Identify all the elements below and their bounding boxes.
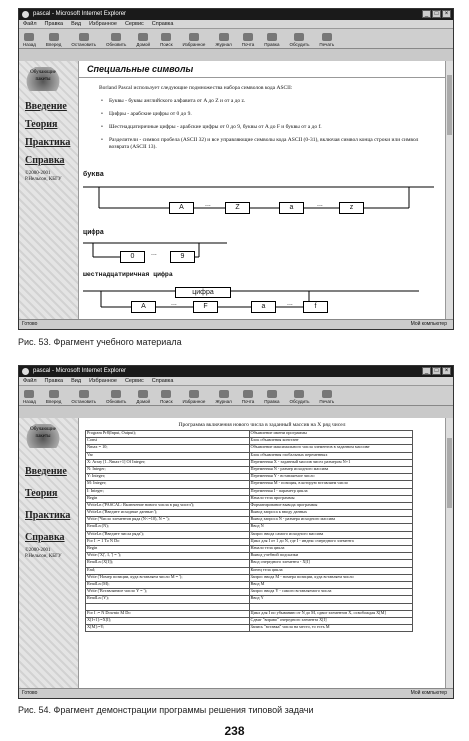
sidebar-link-theory[interactable]: Теория	[25, 119, 58, 130]
table-row	[86, 596, 413, 603]
menu-help[interactable]: Справка	[151, 378, 174, 384]
code-cell: ReadLn (M);	[86, 581, 250, 588]
mail-label: Почта	[241, 42, 255, 47]
home-icon	[138, 390, 148, 398]
menu-bar	[19, 20, 453, 29]
forward-button[interactable]	[46, 33, 61, 47]
discuss-label: Обсудить	[289, 399, 310, 404]
table-row	[86, 617, 413, 624]
scrollbar-thumb[interactable]	[447, 75, 452, 135]
back-button[interactable]	[23, 33, 36, 47]
code-cell: Write ('Номер позиции, куда вставляем число M = ');	[86, 574, 250, 581]
sidebar-author: Р.Нельсон, КБГУ	[25, 554, 62, 559]
box-9: 9	[170, 251, 195, 263]
edit-icon	[267, 33, 277, 41]
intro-text: Borland Pascal использует следующие подмножества набора символов кода ASCII:	[99, 85, 293, 91]
table-row	[86, 574, 413, 581]
stop-button[interactable]	[71, 33, 96, 47]
history-button[interactable]	[215, 33, 231, 47]
discuss-label: Обсудить	[289, 42, 310, 47]
comment-cell: Запрос ввода самого исходного массива	[249, 531, 413, 538]
close-button[interactable]: ×	[442, 10, 451, 18]
window-title-bar	[19, 366, 453, 377]
window-title-bar	[19, 9, 453, 20]
box-A-upper: A	[169, 202, 194, 214]
vertical-scrollbar[interactable]	[445, 61, 453, 319]
menu-file[interactable]: Файл	[23, 21, 37, 27]
window-title: pascal - Microsoft Internet Explorer	[33, 11, 127, 17]
code-cell: Const	[86, 438, 250, 445]
menu-view[interactable]: Вид	[71, 378, 82, 384]
sidebar-link-theory[interactable]: Теория	[25, 488, 58, 499]
sidebar-copyright: ©2000-2001	[25, 171, 51, 176]
comment-cell: Ввод M	[249, 581, 413, 588]
sidebar	[19, 418, 79, 688]
home-label: Домой	[136, 399, 151, 404]
sidebar-link-intro[interactable]: Введение	[25, 101, 67, 112]
refresh-label: Обновить	[105, 399, 127, 404]
table-row	[86, 431, 413, 438]
page-heading: Специальные символы	[79, 61, 445, 78]
menu-help[interactable]: Справка	[151, 21, 174, 27]
sidebar	[19, 61, 79, 319]
table-row	[86, 625, 413, 632]
back-button[interactable]	[23, 390, 36, 404]
maximize-button[interactable]: □	[432, 10, 441, 18]
search-icon	[161, 390, 171, 398]
box-digit-ref: цифра	[175, 287, 231, 298]
program-table	[85, 430, 413, 632]
box-z-lower: z	[339, 202, 364, 214]
edit-icon	[267, 390, 277, 398]
comment-cell: Запрос ввода M - номера позиции, куда вставляем число	[249, 574, 413, 581]
code-cell: ReadLn (N);	[86, 524, 250, 531]
stop-label: Остановить	[71, 42, 96, 47]
ellipsis: ...	[287, 300, 293, 307]
code-cell: Begin	[86, 546, 250, 553]
close-button[interactable]: ×	[442, 367, 451, 375]
bullet-letters: • Буквы - буквы английского алфавита от A до Z и от a до z.	[79, 95, 445, 108]
program-title: Программа включения нового числа в заданный массив на X ряд чисел	[178, 422, 346, 428]
bullet-separators: • Разделители - символ пробела (ASCII 32) и все управляющие символы кода ASCII (0-31), включая символ конца строки или символ возврата (ASCII 13).	[79, 134, 445, 154]
discuss-button[interactable]	[289, 33, 309, 47]
back-icon	[24, 33, 34, 41]
back-icon	[24, 390, 34, 398]
page-number: 238	[224, 724, 245, 738]
code-cell: End;	[86, 567, 250, 574]
favorites-label: Избранное	[182, 42, 206, 47]
search-label: Поиск	[160, 42, 173, 47]
home-button[interactable]	[136, 390, 150, 404]
table-row	[86, 610, 413, 617]
status-text: Готово	[22, 690, 38, 696]
sidebar-logo: Обучающие пакеты	[25, 424, 61, 448]
search-icon	[161, 33, 171, 41]
status-zone: Мой компьютер	[410, 321, 447, 327]
print-button[interactable]	[319, 33, 334, 47]
comment-cell: Переменная M - позиция, в которую вставляем число	[249, 481, 413, 488]
menu-file[interactable]: Файл	[23, 378, 37, 384]
comment-cell: Объявление имени программы	[249, 431, 413, 438]
forward-icon	[49, 390, 59, 398]
sidebar-link-practice[interactable]: Практика	[25, 510, 71, 521]
code-cell: Write ('Число элементов ряда (N<=10), N = ');	[86, 517, 250, 524]
favorites-label: Избранное	[182, 399, 206, 404]
comment-cell: Переменная N - размер исходного массива	[249, 466, 413, 473]
toolbar	[19, 386, 453, 406]
table-row	[86, 553, 413, 560]
search-label: Поиск	[160, 399, 173, 404]
code-cell: N: Integer;	[86, 466, 250, 473]
mail-button[interactable]	[242, 33, 255, 47]
menu-view[interactable]: Вид	[71, 21, 82, 27]
print-icon	[322, 390, 332, 398]
stop-icon	[79, 390, 89, 398]
home-label: Домой	[136, 42, 151, 47]
box-hex-A: A	[131, 301, 156, 313]
forward-label: Вперед	[45, 399, 62, 404]
box-a-lower: a	[279, 202, 304, 214]
ellipsis: ...	[171, 300, 177, 307]
code-cell: M: Integer;	[86, 481, 250, 488]
code-cell: For I := N Downto M Do	[86, 610, 250, 617]
sidebar-logo: Обучающие пакеты	[25, 67, 61, 91]
refresh-icon	[111, 390, 121, 398]
search-button[interactable]	[160, 33, 172, 47]
code-cell: X[I+1]:=X[I];	[86, 617, 250, 624]
code-cell: WriteLn ('Введите исходные данные:');	[86, 510, 250, 517]
mail-label: Почта	[241, 399, 255, 404]
stop-button[interactable]	[71, 390, 96, 404]
history-icon	[219, 390, 229, 398]
table-row	[86, 445, 413, 452]
ellipsis: ...	[317, 201, 323, 208]
menu-edit[interactable]: Правка	[44, 21, 64, 27]
discuss-icon	[294, 390, 304, 398]
browser-screenshot-1	[18, 8, 454, 330]
table-row	[86, 538, 413, 545]
browser-screenshot-2	[18, 365, 454, 699]
comment-cell: Сдвиг "вправо" очередного элемента X[I]	[249, 617, 413, 624]
comment-cell: Блок объявления глобальных переменных	[249, 452, 413, 459]
table-row	[86, 589, 413, 596]
print-label: Печать	[319, 42, 335, 47]
favorites-button[interactable]	[183, 390, 206, 404]
edit-button[interactable]	[264, 33, 279, 47]
status-zone: Мой компьютер	[410, 690, 447, 696]
edit-button[interactable]	[264, 390, 279, 404]
status-bar	[19, 688, 453, 698]
history-icon	[219, 33, 229, 41]
mail-icon	[243, 33, 253, 41]
comment-cell: Форматирование вывода программы	[249, 502, 413, 509]
sidebar-link-practice[interactable]: Практика	[25, 137, 71, 148]
ellipsis: ...	[205, 201, 211, 208]
sidebar-copyright: ©2000-2001	[25, 548, 51, 553]
code-cell: Y: Integer;	[86, 474, 250, 481]
discuss-button[interactable]	[289, 390, 309, 404]
home-icon	[138, 33, 148, 41]
forward-button[interactable]	[46, 390, 61, 404]
syntax-diagram-lines	[79, 61, 445, 319]
table-row	[86, 560, 413, 567]
code-cell: X: Array [1..Nmax+1] Of Integer;	[86, 459, 250, 466]
comment-cell: Начало тела цикла	[249, 546, 413, 553]
comment-cell: Цикл для I от 1 до N, где I - индекс очередного элемента	[249, 538, 413, 545]
stop-label: Остановить	[71, 399, 96, 404]
code-cell: Write ('Вставляемое число Y = ');	[86, 589, 250, 596]
code-cell: Var	[86, 452, 250, 459]
minimize-button[interactable]: _	[422, 367, 431, 375]
favorites-icon	[189, 33, 199, 41]
code-cell: WriteLn ('Введите числа ряда');	[86, 531, 250, 538]
table-row	[86, 488, 413, 495]
ie-icon	[22, 368, 29, 375]
sidebar-link-help[interactable]: Справка	[25, 155, 65, 166]
menu-tools[interactable]: Сервис	[124, 21, 144, 27]
comment-cell: Объявление максимального числа элементов в заданном массиве	[249, 445, 413, 452]
comment-cell: Запись "вставка" числа на место, то есть M	[249, 625, 413, 632]
table-row	[86, 474, 413, 481]
edit-label: Правка	[264, 399, 280, 404]
code-cell: ReadLn (X[I]);	[86, 560, 250, 567]
window-title: pascal - Microsoft Internet Explorer	[33, 368, 127, 374]
menu-tools[interactable]: Сервис	[124, 378, 144, 384]
comment-cell: Переменная X - заданный массив чисел размером N+1	[249, 459, 413, 466]
sidebar-author: Р.Нельсон, КБГУ	[25, 177, 62, 182]
box-hex-a: a	[251, 301, 276, 313]
code-cell: WriteLn ('PASCAL: Включение нового числа в ряд чисел');	[86, 502, 250, 509]
back-label: Назад	[23, 399, 36, 404]
diagram-label-digit: цифра	[83, 229, 105, 237]
sidebar-link-intro[interactable]: Введение	[25, 466, 67, 477]
status-text: Готово	[22, 321, 38, 327]
comment-cell: Запрос ввода Y - самого вставляемого числа	[249, 589, 413, 596]
history-button[interactable]	[215, 390, 231, 404]
history-label: Журнал	[215, 399, 232, 404]
diagram-label-hex: шестнадцатиричная цифра	[83, 271, 173, 278]
back-label: Назад	[23, 42, 36, 47]
diagram-label-letters: буква	[83, 171, 105, 179]
comment-cell: Ввод Y	[249, 596, 413, 603]
figure-54-caption: Рис. 54. Фрагмент демонстрации программы решения типовой задачи	[18, 705, 314, 715]
comment-cell: Конец тела цикла	[249, 567, 413, 574]
refresh-button[interactable]	[106, 390, 126, 404]
comment-cell: Начало тела программы	[249, 495, 413, 502]
code-cell: Nmax = 10;	[86, 445, 250, 452]
comment-cell: Переменная I - параметр цикла	[249, 488, 413, 495]
vertical-scrollbar[interactable]	[445, 418, 453, 688]
refresh-icon	[111, 33, 121, 41]
comment-cell: Ввод очередного элемента - X[I]	[249, 560, 413, 567]
mail-button[interactable]	[242, 390, 255, 404]
toolbar	[19, 29, 453, 49]
table-row	[86, 531, 413, 538]
comment-cell: Вывод запроса к вводу данных	[249, 510, 413, 517]
figure-53-caption: Рис. 53. Фрагмент учебного материала	[18, 337, 182, 347]
ie-icon	[22, 11, 29, 18]
box-hex-F: F	[193, 301, 218, 313]
stop-icon	[79, 33, 89, 41]
forward-label: Вперед	[45, 42, 62, 47]
menu-bar	[19, 377, 453, 386]
comment-cell: Вывод учебной подсказки	[249, 553, 413, 560]
comment-cell: Вывод запроса N - размера исходного массива	[249, 517, 413, 524]
edit-label: Правка	[264, 42, 280, 47]
mail-icon	[243, 390, 253, 398]
code-cell: I: Integer;	[86, 488, 250, 495]
forward-icon	[49, 33, 59, 41]
scrollbar-thumb[interactable]	[447, 438, 452, 508]
table-row	[86, 466, 413, 473]
favorites-icon	[189, 390, 199, 398]
table-row	[86, 546, 413, 553]
code-cell: Program Pr8(Input, Output);	[86, 431, 250, 438]
menu-favorites[interactable]: Избранное	[89, 378, 117, 384]
bullet-digits: • Цифры - арабские цифры от 0 до 9.	[79, 108, 445, 121]
favorites-button[interactable]	[183, 33, 206, 47]
comment-cell: Блок объявления констант	[249, 438, 413, 445]
search-button[interactable]	[160, 390, 172, 404]
sidebar-link-help[interactable]: Справка	[25, 532, 65, 543]
print-icon	[322, 33, 332, 41]
menu-favorites[interactable]: Избранное	[89, 21, 117, 27]
refresh-label: Обновить	[105, 42, 127, 47]
maximize-button[interactable]: □	[432, 367, 441, 375]
ellipsis: ...	[151, 250, 157, 257]
content-page-theory	[79, 61, 445, 319]
table-row	[86, 481, 413, 488]
minimize-button[interactable]: _	[422, 10, 431, 18]
box-hex-f: f	[303, 301, 328, 313]
refresh-button[interactable]	[106, 33, 126, 47]
comment-cell: Переменная Y - вставляемое число	[249, 474, 413, 481]
home-button[interactable]	[136, 33, 150, 47]
status-bar	[19, 319, 453, 329]
code-cell: ReadLn (Y);	[86, 596, 250, 603]
box-0: 0	[120, 251, 145, 263]
code-cell: Write ('X[', I, '] = ');	[86, 553, 250, 560]
bullet-hex: • Шестнадцатиричные цифры - арабские цифры от 0 до 9, буквы от A до F и буквы от a до f.	[79, 121, 445, 134]
comment-cell: Ввод N	[249, 524, 413, 531]
table-row	[86, 459, 413, 466]
menu-edit[interactable]: Правка	[44, 378, 64, 384]
comment-cell: Цикл для I по убыванию от N до M, сдвиг элементов X, освобождая X[M]	[249, 610, 413, 617]
history-label: Журнал	[215, 42, 232, 47]
content-page-program	[79, 418, 445, 688]
box-Z-upper: Z	[225, 202, 250, 214]
print-button[interactable]	[319, 390, 334, 404]
code-cell: X[M]:=Y;	[86, 625, 250, 632]
discuss-icon	[294, 33, 304, 41]
code-cell: For I := 1 To N Do	[86, 538, 250, 545]
table-row	[86, 517, 413, 524]
code-cell: Begin	[86, 495, 250, 502]
print-label: Печать	[319, 399, 335, 404]
